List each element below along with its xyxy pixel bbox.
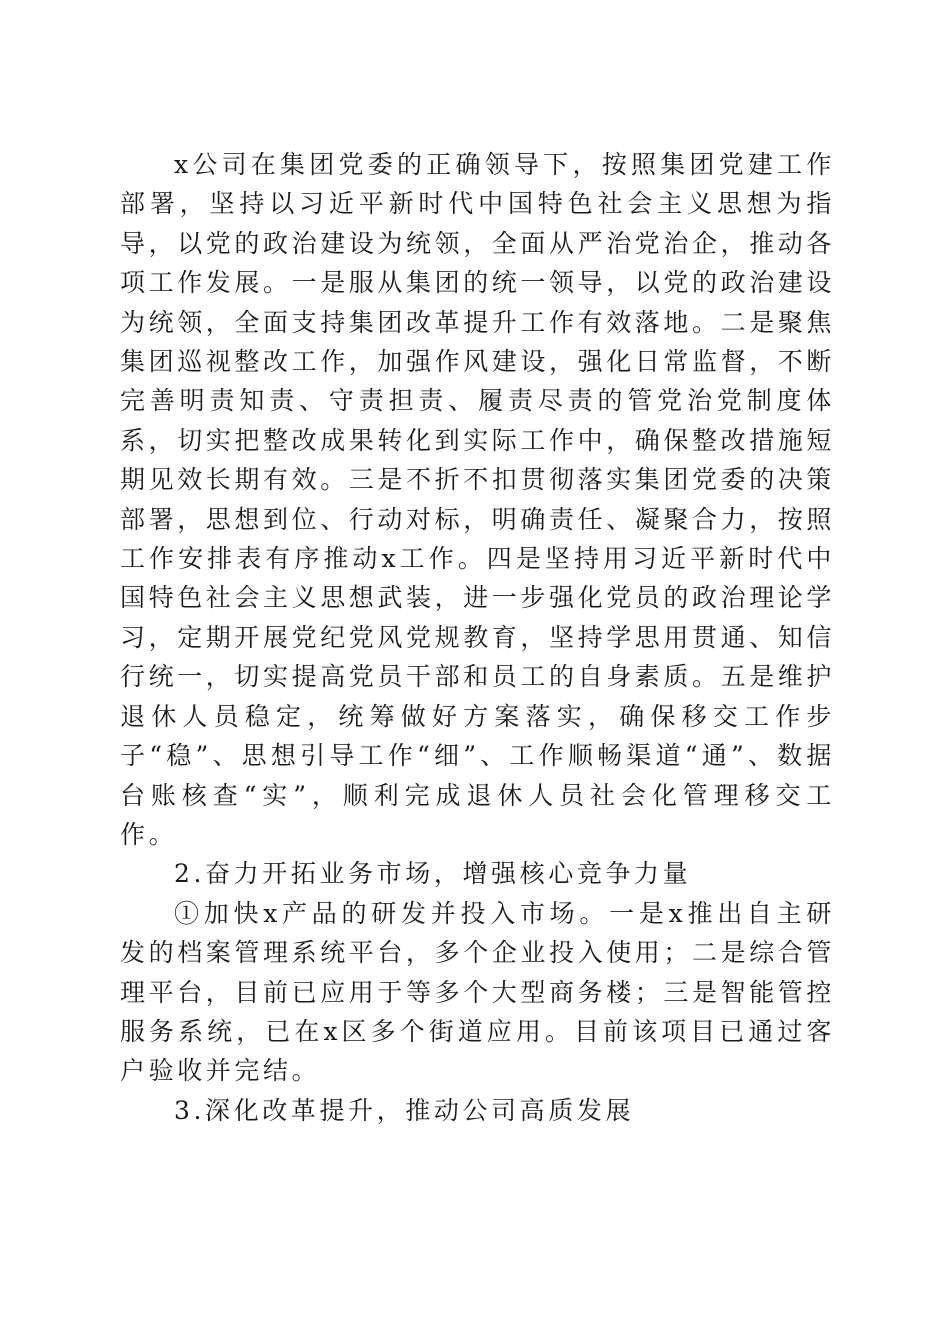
section-heading-market: 2.奋力开拓业务市场，增强核心竞争力量	[174, 859, 692, 889]
paragraph-product-development: ①加快x产品的研发并投入市场。一是x推出自主研发的档案管理系统平台，多个企业投入使用；二是综合管理平台，目前已应用于等多个大型商务楼；三是智能管控服务系统，已在x区多个街道应用。目前该项目已通过客户验收并完结。	[120, 898, 836, 1086]
document-body	[120, 145, 835, 1130]
paragraph-party-building: x公司在集团党委的正确领导下，按照集团党建工作部署，坚持以习近平新时代中国特色社会主义思想为指导，以党的政治建设为统领，全面从严治党治企，推动各项工作发展。一是服从集团的统一领导，以党的政治建设为统领，全面支持集团改革提升工作有效落地。二是聚焦集团巡视整改工作，加强作风建设，强化日常监督，不断完善明责知责、守责担责、履责尽责的管党治党制度体系，切实把整改成果转化到实际工作中，确保整改措施短期见效长期有效。三是不折不扣贯彻落实集团党委的决策部署，思想到位、行动对标，明确责任、凝聚合力，按照工作安排表有序推动x工作。四是坚持用习近平新时代中国特色社会主义思想武装，进一步强化党员的政治理论学习，定期开展党纪党风党规教育，坚持学思用贯通、知信行统一，切实提高党员干部和员工的自身素质。五是维护退休人员稳定，统筹做好方案落实，确保移交工作步子“稳”、思想引导工作“细”、工作顺畅渠道“通”、数据台账核查“实”，顺利完成退休人员社会化管理移交工作。	[120, 150, 836, 849]
section-heading-reform: 3.深化改革提升，推动公司高质发展	[174, 1095, 635, 1125]
